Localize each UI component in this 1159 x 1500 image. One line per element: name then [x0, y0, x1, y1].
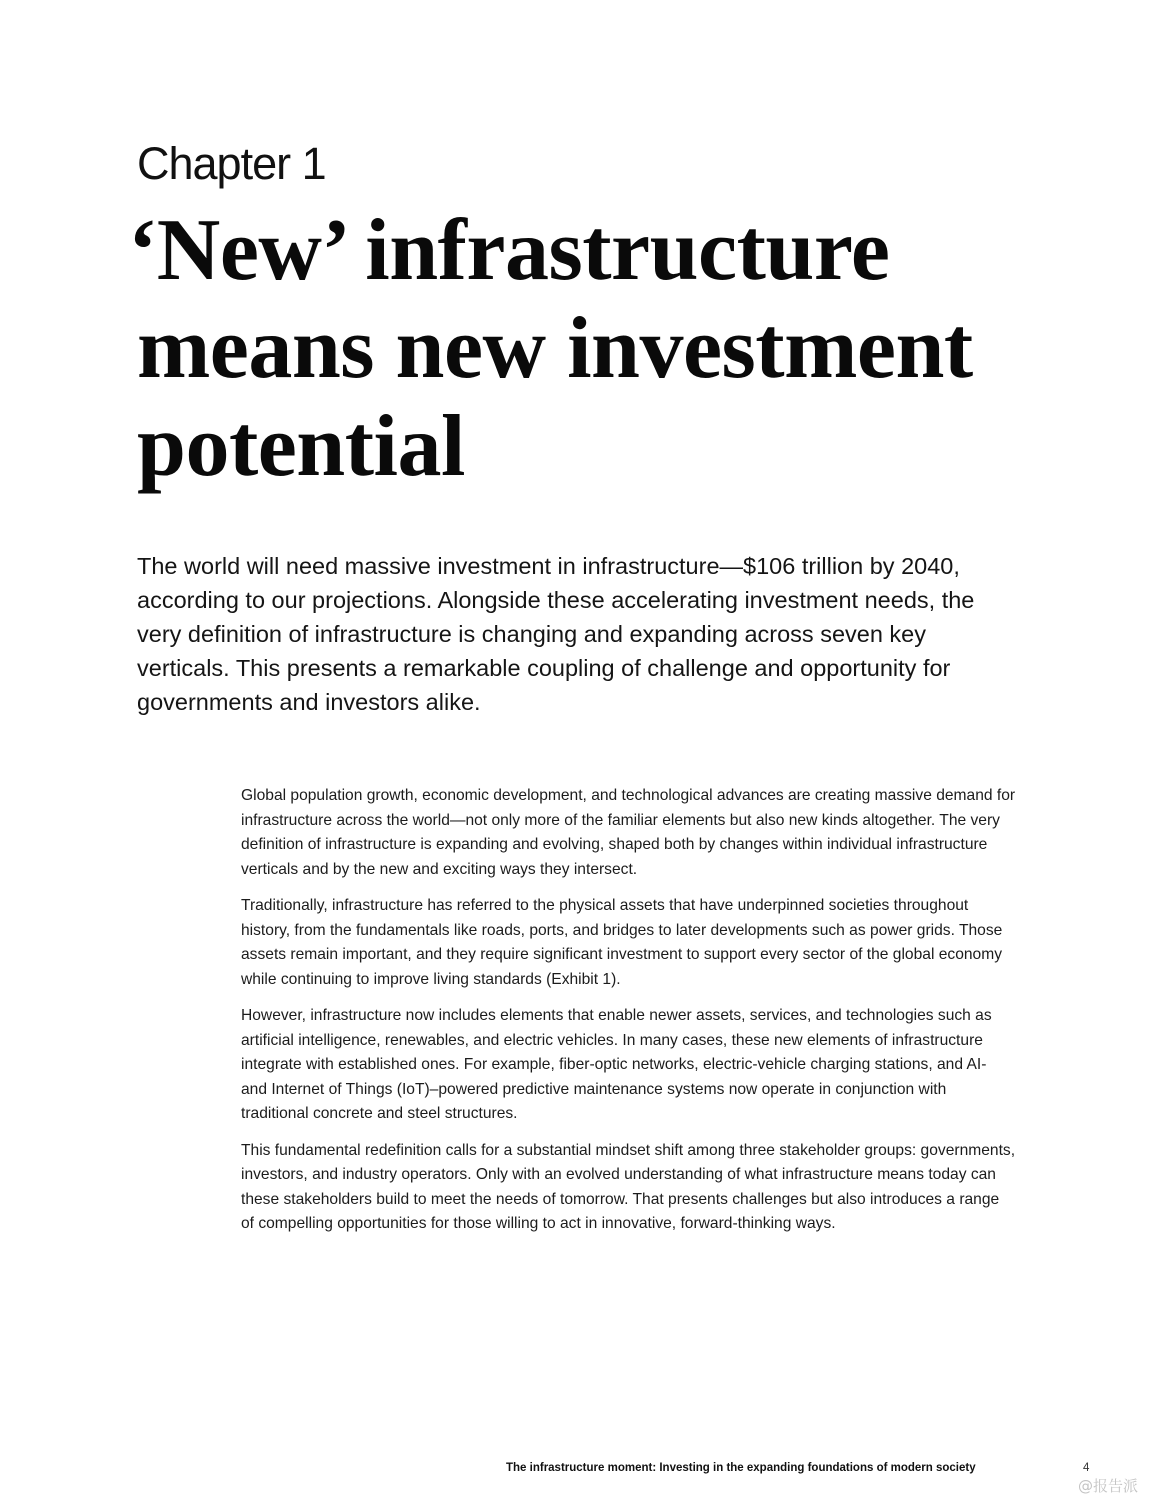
body-paragraph: This fundamental redefinition calls for a substantial mindset shift among three stakeholder groups: governments, investors, and industry operators. Only with an evolved understanding of what infrastructure means today can these stakeholders build to meet the needs of tomorrow. That presents challenges but also introduces a range of compelling opportunities for those willing to act in innovative, forward-thinking ways.: [241, 1141, 1016, 1232]
page-number: 4: [1083, 1462, 1090, 1474]
chapter-title-line: ‘New’ infrastructure: [128, 202, 890, 299]
body-text: [241, 784, 1016, 1249]
watermark: @报告派: [1078, 1477, 1139, 1495]
chapter-title-line: potential: [137, 398, 465, 495]
body-paragraph: Traditionally, infrastructure has referred to the physical assets that have underpinned societies throughout history, from the fundamentals like roads, ports, and bridges to later developments such as power grids. Those assets remain important, and they require significant investment to support every sector of the global economy while continuing to improve living standards (Exhibit 1).: [241, 897, 1003, 988]
chapter-title-line: means new investment: [137, 300, 973, 397]
chapter-label: Chapter 1: [137, 138, 326, 189]
footer-report-title: The infrastructure moment: Investing in the expanding foundations of modern society: [506, 1462, 976, 1474]
chapter-title: [128, 202, 1138, 496]
lede-paragraph: The world will need massive investment in infrastructure—$106 trillion by 2040, according to our projections. Alongside these accelerating investment needs, the very definition of infrastructure is changing and expanding across seven key verticals. This presents a remarkable coupling of challenge and opportunity for governments and investors alike.: [137, 553, 975, 715]
body-paragraph: However, infrastructure now includes elements that enable newer assets, services, and technologies such as artificial intelligence, renewables, and electric vehicles. In many cases, these new elements of infrastructure integrate with established ones. For example, fiber-optic networks, electric-vehicle charging stations, and AI- and Internet of Things (IoT)–powered predictive maintenance systems now operate in conjunction with traditional concrete and steel structures.: [241, 1007, 992, 1122]
body-paragraph: Global population growth, economic development, and technological advances are creating massive demand for infrastructure across the world—not only more of the familiar elements but also new kinds altogether. The very definition of infrastructure is expanding and evolving, shaped both by changes within individual infrastructure verticals and by the new and exciting ways they intersect.: [241, 787, 1016, 878]
